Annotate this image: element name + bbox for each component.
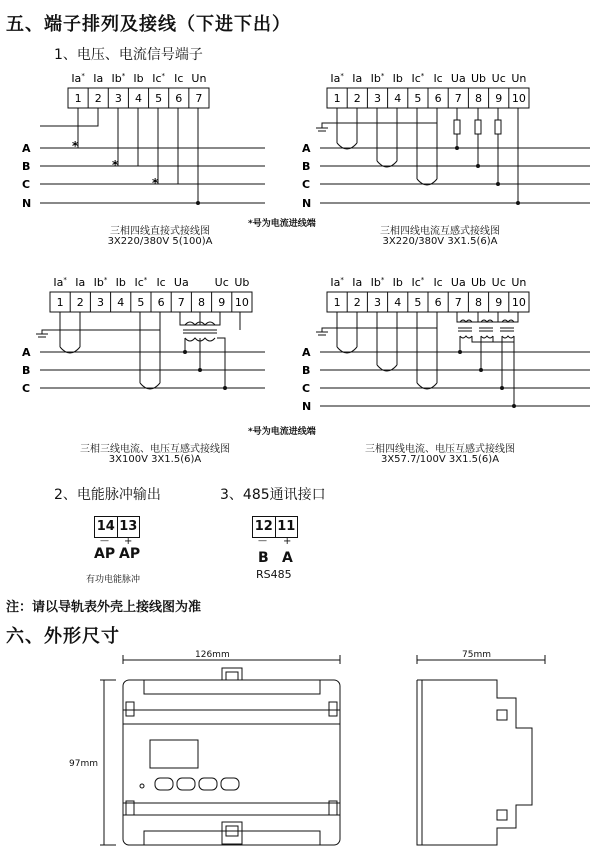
terminal-number: 6 [175, 92, 183, 105]
phase-label: B [302, 364, 311, 377]
terminal-label: Ic [156, 276, 166, 289]
diagram-4-spec: 3X57.7/100V 3X1.5(6)A [380, 454, 500, 465]
phase-label: N [302, 197, 312, 210]
terminal-number: 5 [414, 296, 422, 309]
phase-label: C [22, 382, 31, 395]
rs485-plus: + [283, 536, 292, 547]
terminal-label: Ic* [411, 72, 425, 85]
terminal-number: 1 [56, 296, 64, 309]
terminal-number: 7 [195, 92, 203, 105]
terminal-label: Ub [470, 72, 487, 85]
rs485-caption: RS485 [256, 568, 292, 581]
terminal-label: Ib [392, 276, 403, 289]
sub1-title: 1、电压、电流信号端子 [54, 47, 203, 63]
rs485-minus: — [258, 536, 267, 546]
note-bottom: 注：请以导轨表外壳上接线图为准 [6, 600, 202, 615]
terminal-number: 2 [353, 296, 361, 309]
diagram-4-caption: 三相四线电流、电压互感式接线图 [365, 444, 515, 455]
diagram-1-caption: 三相四线直接式接线图 [110, 226, 210, 237]
terminal-label: Ub [234, 276, 250, 289]
terminal-label: Ib [133, 72, 144, 85]
note-current-in-top: *号为电流进线端 [248, 219, 316, 229]
terminal-number: 9 [495, 92, 503, 105]
phase-label: A [22, 142, 31, 155]
terminal-label: Ib* [370, 72, 385, 85]
terminal-number: 1 [74, 92, 82, 105]
terminal-label: Ia [93, 72, 104, 85]
terminal-label: Ib [115, 276, 126, 289]
terminal-number: 7 [454, 296, 462, 309]
diagram-2-spec: 3X220/380V 3X1.5(6)A [382, 236, 498, 247]
pulse-terminal-13: 13 [119, 519, 138, 534]
dim-height: 97mm [69, 759, 98, 769]
terminal-label: Ia* [53, 276, 67, 289]
terminal-label: Ic [433, 276, 443, 289]
terminal-label: Un [511, 276, 527, 289]
phase-label: C [302, 178, 311, 191]
terminal-label: Ia [75, 276, 86, 289]
terminal-number: 6 [434, 296, 442, 309]
terminal-number: 3 [374, 296, 381, 309]
phase-label: C [22, 178, 31, 191]
note-current-in-mid: *号为电流进线端 [248, 427, 316, 437]
phase-label: A [22, 346, 31, 359]
terminal-number: 9 [495, 296, 503, 309]
terminal-label: Un [511, 72, 527, 85]
phase-label: B [22, 364, 31, 377]
terminal-number: 10 [511, 92, 526, 105]
diagram-4-wiring [300, 270, 595, 420]
terminal-number: 5 [137, 296, 145, 309]
terminal-label: Ub [470, 276, 487, 289]
terminal-label: Ia* [330, 72, 344, 85]
sub2-title: 2、电能脉冲输出 [54, 487, 161, 503]
svg-text:*: * [152, 176, 159, 190]
terminal-number: 1 [333, 92, 341, 105]
phase-label: C [302, 382, 311, 395]
diagram-1-spec: 3X220/380V 5(100)A [107, 236, 213, 247]
pulse-label-plus: AP [119, 546, 141, 562]
terminal-label: Ib* [93, 276, 108, 289]
terminal-number: 7 [177, 296, 185, 309]
phase-label: N [302, 400, 312, 413]
terminal-label: Uc [214, 276, 229, 289]
terminal-number: 9 [218, 296, 226, 309]
pulse-terminal-14: 14 [95, 517, 118, 537]
diagram-2-caption: 三相四线电流互感式接线图 [380, 226, 500, 237]
phase-label: A [302, 142, 311, 155]
diagram-3-caption: 三相三线电流、电压互感式接线图 [80, 444, 230, 455]
section6-title: 六、外形尺寸 [6, 626, 120, 647]
terminal-number: 3 [374, 92, 381, 105]
pulse-label-minus: AP [94, 546, 116, 562]
terminal-number: 5 [414, 92, 422, 105]
terminal-label: Ia [352, 276, 363, 289]
outline-drawings [60, 650, 580, 850]
terminal-label: Ua [450, 276, 466, 289]
phase-label: B [302, 160, 311, 173]
terminal-number: 1 [333, 296, 341, 309]
phase-label: A [302, 346, 311, 359]
terminal-label: Ua [450, 72, 466, 85]
terminal-number: 4 [394, 296, 402, 309]
terminal-label: Un [191, 72, 207, 85]
terminal-number: 4 [117, 296, 125, 309]
terminal-label: Ic* [152, 72, 166, 85]
diagram-1-wiring [20, 68, 270, 220]
phase-label: N [22, 197, 32, 210]
terminal-number: 7 [454, 92, 462, 105]
terminal-number: 5 [155, 92, 163, 105]
terminal-number: 3 [114, 92, 122, 105]
terminal-number: 2 [76, 296, 84, 309]
terminal-label: Ic* [411, 276, 425, 289]
terminal-label: Ia [352, 72, 363, 85]
sub3-title: 3、485通讯接口 [220, 487, 326, 503]
rs485-terminal-11: 11 [277, 519, 296, 534]
terminal-label: Ib* [370, 276, 385, 289]
terminal-number: 3 [97, 296, 104, 309]
svg-text:*: * [72, 139, 79, 153]
terminal-number: 2 [353, 92, 361, 105]
diagram-2-wiring [300, 68, 595, 220]
terminal-number: 4 [134, 92, 142, 105]
terminal-number: 2 [94, 92, 102, 105]
pulse-plus: + [124, 536, 133, 547]
terminal-number: 10 [511, 296, 526, 309]
pulse-minus: — [100, 536, 109, 546]
rs485-terminal-12: 12 [253, 517, 276, 537]
terminal-label: Uc [491, 276, 506, 289]
terminal-number: 10 [234, 296, 249, 309]
terminal-label: Ia* [71, 72, 85, 85]
terminal-label: Ua [173, 276, 189, 289]
pulse-caption: 有功电能脉冲 [86, 575, 141, 585]
phase-label: B [22, 160, 31, 173]
terminal-label: Ic* [134, 276, 148, 289]
terminal-label: Ib [392, 72, 403, 85]
rs485-label-b: B [258, 550, 269, 566]
diagram-3-wiring [20, 270, 270, 400]
terminal-label: Ic [433, 72, 443, 85]
terminal-number: 8 [475, 296, 482, 309]
terminal-number: 4 [394, 92, 402, 105]
section5-title: 五、端子排列及接线（下进下出） [6, 14, 291, 35]
dim-front-width: 126mm [195, 650, 230, 660]
terminal-number: 6 [434, 92, 442, 105]
terminal-label: Ic [174, 72, 184, 85]
svg-text:*: * [112, 158, 119, 172]
diagram-3-spec: 3X100V 3X1.5(6)A [108, 454, 202, 465]
terminal-label: Ib* [111, 72, 126, 85]
terminal-number: 8 [475, 92, 482, 105]
terminal-number: 8 [198, 296, 205, 309]
terminal-number: 6 [157, 296, 165, 309]
terminal-label: Ia* [330, 276, 344, 289]
rs485-label-a: A [282, 550, 293, 566]
terminal-label: Uc [491, 72, 506, 85]
dim-side-width: 75mm [462, 650, 491, 660]
